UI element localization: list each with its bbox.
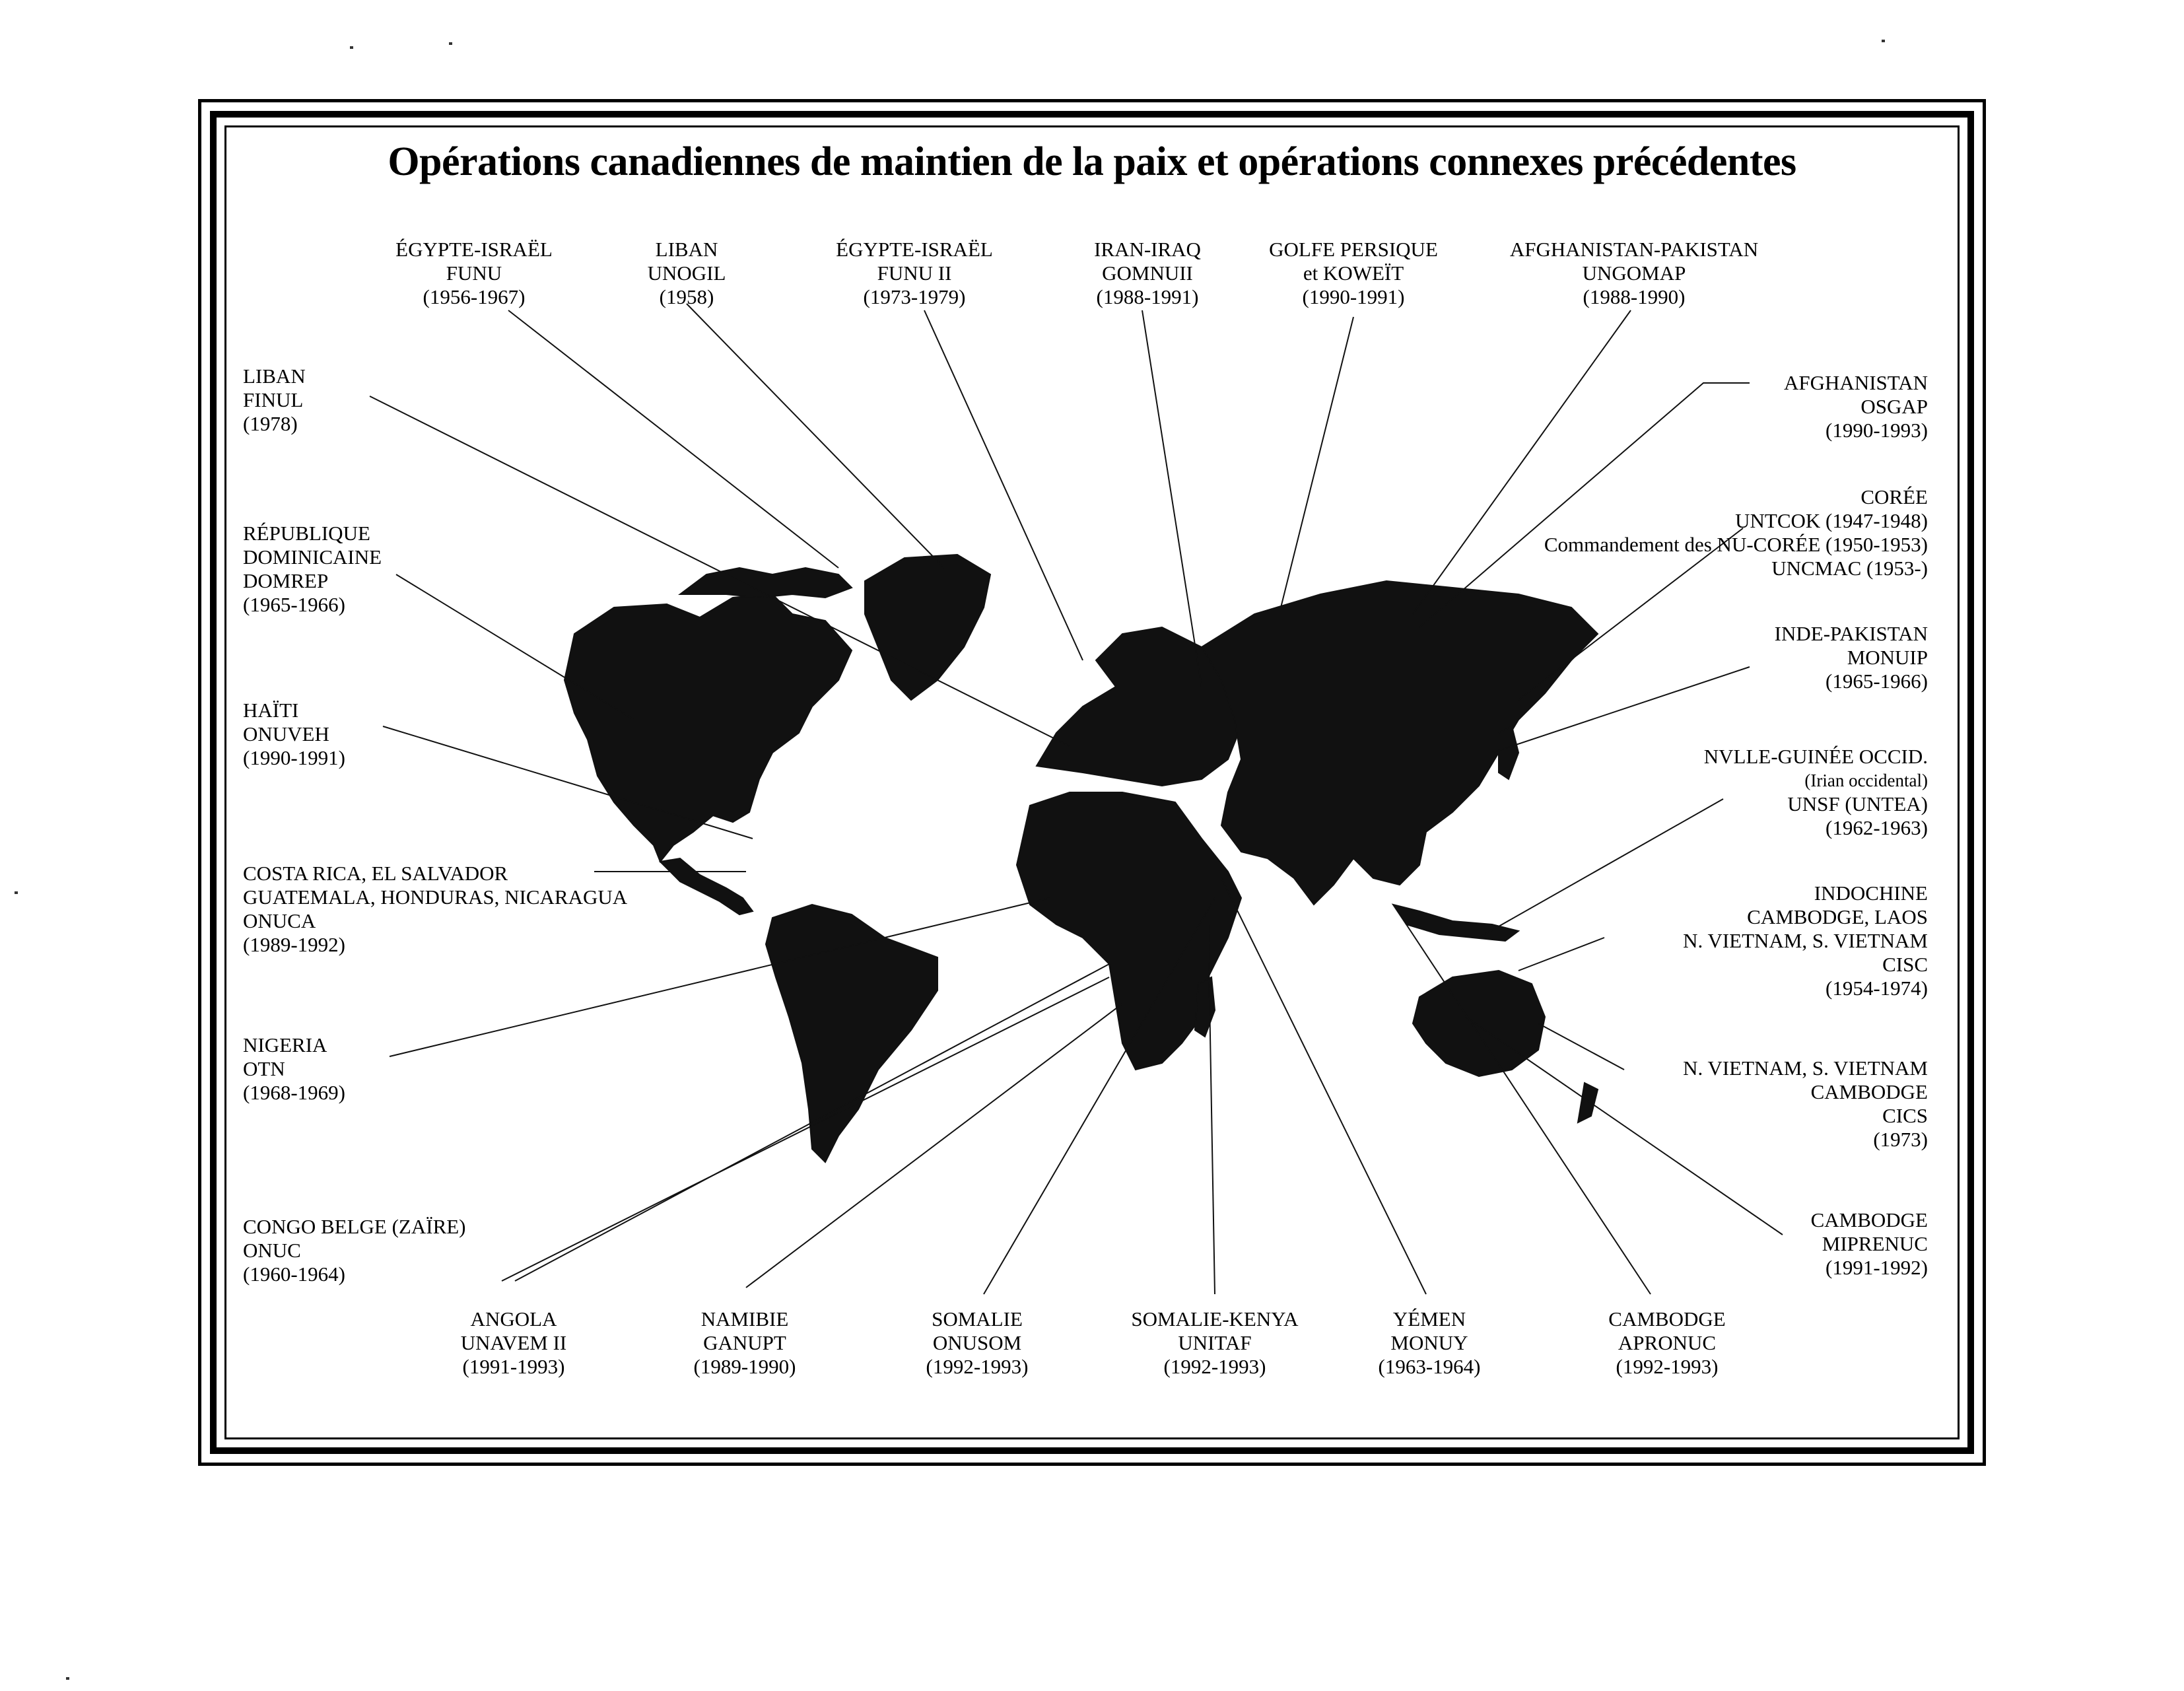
scan-speck [1882, 40, 1885, 42]
label-somalie-onusom: SOMALIE ONUSOM (1992-1993) [926, 1307, 1029, 1378]
label-nigeria-otn: NIGERIA OTN (1968-1969) [243, 1033, 345, 1104]
label-namibie-ganupt: NAMIBIE GANUPT (1989-1990) [693, 1307, 796, 1378]
scan-speck [66, 1677, 69, 1680]
label-onuca: COSTA RICA, EL SALVADOR GUATEMALA, HONDURAS, NICARAGUA ONUCA (1989-1992) [243, 862, 628, 956]
label-golfe-persique: GOLFE PERSIQUE et KOWEÏT (1990-1991) [1269, 238, 1438, 308]
landmass-new-zealand [1578, 1083, 1598, 1122]
landmass-greenland [865, 555, 990, 700]
label-iran-iraq: IRAN-IRAQ GOMNUII (1988-1991) [1094, 238, 1201, 308]
label-cambodge-miprenuc: CAMBODGE MIPRENUC (1991-1992) [1810, 1208, 1928, 1279]
landmass-madagascar [1195, 977, 1215, 1037]
label-inde-pakistan: INDE-PAKISTAN MONUIP (1965-1966) [1774, 622, 1928, 693]
label-somalie-kenya: SOMALIE-KENYA UNITAF (1992-1993) [1131, 1307, 1299, 1378]
label-liban-unogil: LIBAN UNOGIL (1958) [647, 238, 726, 308]
label-cambodge-apronuc: CAMBODGE APRONUC (1992-1993) [1608, 1307, 1726, 1378]
scan-speck [449, 42, 452, 45]
map-title: Opérations canadiennes de maintien de la paix et opérations connexes précédentes [388, 139, 1796, 184]
landmass-north-america [564, 594, 852, 862]
label-afghanistan-pakistan: AFGHANISTAN-PAKISTAN UNGOMAP (1988-1990) [1509, 238, 1759, 308]
label-haiti-onuveh: HAÏTI ONUVEH (1990-1991) [243, 699, 345, 769]
scan-speck [350, 46, 353, 49]
label-congo-belge: CONGO BELGE (ZAÏRE) ONUC (1960-1964) [243, 1215, 466, 1286]
label-yemen-monuy: YÉMEN MONUY (1963-1964) [1378, 1307, 1481, 1378]
landmass-asia [1202, 581, 1598, 905]
land-masses [564, 555, 1598, 1162]
label-nvlle-guinee: NVLLE-GUINÉE OCCID. (Irian occidental) UNSF (UNTEA) (1962-1963) [1703, 745, 1928, 839]
label-liban-finul: LIBAN FINUL (1978) [243, 364, 306, 435]
label-egypte-israel-funu-ii: ÉGYPTE-ISRAËL FUNU II (1973-1979) [836, 238, 993, 308]
landmass-arctic-islands [680, 568, 852, 598]
label-coree: CORÉE UNTCOK (1947-1948) Commandement des NU-CORÉE (1950-1953) UNCMAC (1953-) [1544, 485, 1928, 580]
landmass-japan [1499, 726, 1519, 779]
landmass-central-america [660, 858, 753, 915]
landmass-indonesia [1393, 905, 1519, 941]
landmass-australia [1413, 971, 1545, 1076]
label-indochine-cisc: INDOCHINE CAMBODGE, LAOS N. VIETNAM, S. VIETNAM CISC (1954-1974) [1683, 881, 1928, 1000]
landmass-south-america [766, 905, 938, 1162]
label-republique-dominicaine: RÉPUBLIQUE DOMINICAINE DOMREP (1965-1966) [243, 522, 382, 616]
scan-speck [15, 891, 18, 894]
label-afghanistan-osgap: AFGHANISTAN OSGAP (1990-1993) [1784, 371, 1928, 442]
label-vietnam-cics: N. VIETNAM, S. VIETNAM CAMBODGE CICS (1973) [1683, 1056, 1928, 1151]
label-egypte-israel-funu: ÉGYPTE-ISRAËL FUNU (1956-1967) [395, 238, 553, 308]
label-angola-unavem: ANGOLA UNAVEM II (1991-1993) [460, 1307, 567, 1378]
